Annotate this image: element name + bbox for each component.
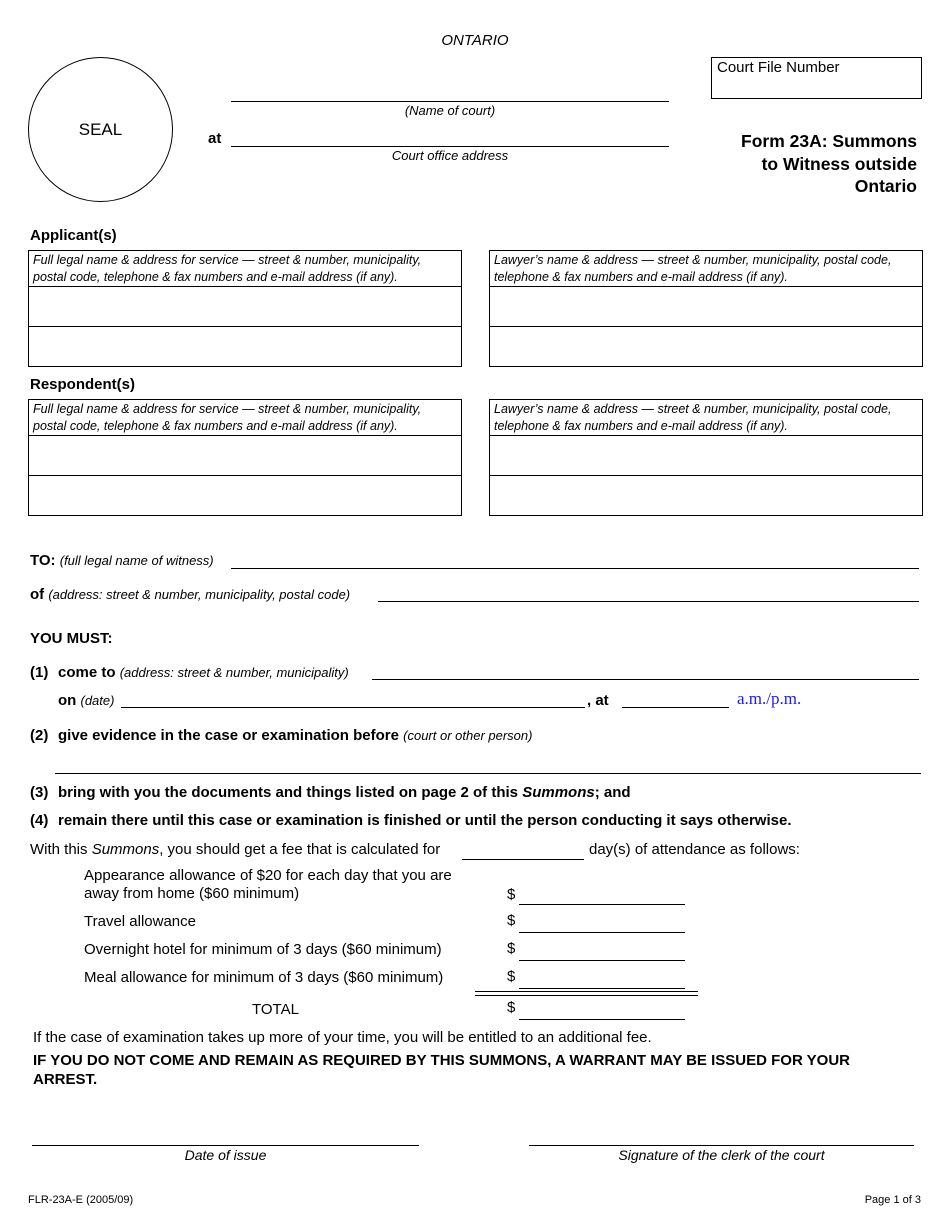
witness-name-field[interactable] [231,568,919,569]
total-rule-bottom [475,995,698,996]
applicant-party-line1[interactable] [29,286,461,326]
item3-text-a: bring with you the documents and things listed on page 2 of this [58,784,523,801]
seal-label: SEAL [78,119,123,139]
fee-intro-a: With this [30,841,92,858]
item1-number: (1) [30,664,49,681]
am-pm-selector[interactable]: a.m./p.m. [737,689,802,708]
respondent-party-line1[interactable] [29,435,461,475]
travel-allowance-label: Travel allowance [84,913,196,930]
item2-text: give evidence in the case or examination before [58,727,399,744]
respondent-lawyer-box [489,399,923,516]
respondent-party-box-header: Full legal name & address for service — street & number, municipality, postal code, telephone & fax numbers and e-mail address (if any). [33,402,422,433]
appearance-amount-field[interactable] [519,904,685,905]
item3-text-b: ; and [594,784,631,801]
fee-intro-b: , you should get a fee that is calculated for [159,841,441,858]
meal-amount-field[interactable] [519,988,685,989]
hotel-allowance-label: Overnight hotel for minimum of 3 days ($60 minimum) [84,941,442,958]
item2-hint: (court or other person) [403,728,533,743]
on-label: on [58,692,77,709]
court-office-caption: Court office address [391,148,509,163]
form-title-line3: Ontario [854,176,917,196]
province-label: ONTARIO [441,32,509,49]
court-file-number-label: Court File Number [717,59,840,76]
to-hint: (full legal name of witness) [59,553,214,568]
court-office-address-field[interactable] [231,146,669,147]
witness-address-field[interactable] [378,601,919,602]
evidence-before-field[interactable] [55,773,921,774]
item3-text [58,784,631,801]
form-title-line1: Form 23A: Summons [741,131,917,151]
at-label: at [208,130,222,147]
respondent-party-box [28,399,462,516]
fee-intro [30,841,440,858]
meal-dollar: $ [507,968,516,985]
of-label: of [30,586,45,603]
attend-date-field[interactable] [121,707,585,708]
total-amount-field[interactable] [519,1019,685,1020]
respondents-label: Respondent(s) [30,376,135,393]
item2-number: (2) [30,727,49,744]
item4-number: (4) [30,812,49,829]
form-code: FLR-23A-E (2005/09) [28,1194,134,1206]
appearance-dollar: $ [507,886,516,903]
court-name-field[interactable] [231,101,669,102]
item1-row [58,664,349,681]
fee-intro-em: Summons [91,841,160,858]
on-row [58,692,114,709]
at-time-label: , at [587,692,609,709]
additional-fee-note: If the case of examination takes up more of your time, you will be entitled to an additional fee. [33,1029,652,1046]
warrant-warning: IF YOU DO NOT COME AND REMAIN AS REQUIRED BY THIS SUMMONS, A WARRANT MAY BE ISSUED FOR YOUR ARREST. [33,1052,851,1088]
total-dollar: $ [507,999,516,1016]
meal-allowance-label: Meal allowance for minimum of 3 days ($60 minimum) [84,969,444,986]
applicant-lawyer-line1[interactable] [490,286,922,326]
appearance-line2: away from home ($60 minimum) [84,885,300,902]
appearance-line1: Appearance allowance of $20 for each day that you are [84,867,452,884]
applicant-lawyer-box-header: Lawyer’s name & address — street & number, municipality, postal code, telephone & fax numbers and e-mail address (if any). [494,253,892,284]
to-row [30,552,214,569]
applicant-lawyer-line2[interactable] [490,326,922,366]
to-label: TO: [30,552,56,569]
item3-number: (3) [30,784,49,801]
court-name-caption: (Name of court) [404,103,496,118]
applicant-party-box [28,250,462,367]
of-hint: (address: street & number, municipality, postal code) [48,587,351,602]
on-hint: (date) [80,693,115,708]
item1-text: come to [58,664,116,681]
appearance-allowance-label [84,867,452,903]
court-file-number-field[interactable] [711,57,922,99]
item4-text: remain there until this case or examination is finished or until the person conducting it says otherwise. [58,812,792,829]
respondent-lawyer-box-header: Lawyer’s name & address — street & number, municipality, postal code, telephone & fax numbers and e-mail address (if any). [494,402,892,433]
travel-dollar: $ [507,912,516,929]
court-seal [28,57,173,202]
attend-time-field[interactable] [622,707,729,708]
clerk-signature-field[interactable] [529,1145,914,1146]
hotel-dollar: $ [507,940,516,957]
respondent-lawyer-line2[interactable] [490,475,922,515]
respondent-lawyer-line1[interactable] [490,435,922,475]
applicant-party-box-header: Full legal name & address for service — street & number, municipality, postal code, telephone & fax numbers and e-mail address (if any). [33,253,422,284]
clerk-signature-caption: Signature of the clerk of the court [618,1147,825,1163]
applicant-lawyer-box [489,250,923,367]
date-of-issue-caption: Date of issue [184,1147,267,1163]
form-title-line2: to Witness outside [761,153,917,174]
fee-intro-c: day(s) of attendance as follows: [589,841,800,858]
respondent-party-line2[interactable] [29,475,461,515]
applicants-label: Applicant(s) [30,227,117,244]
item3-text-em: Summons [522,784,595,801]
date-of-issue-field[interactable] [32,1145,419,1146]
days-attendance-field[interactable] [462,859,584,860]
of-row [30,586,350,603]
travel-amount-field[interactable] [519,932,685,933]
hotel-amount-field[interactable] [519,960,685,961]
item1-hint: (address: street & number, municipality) [119,665,349,680]
page-number: Page 1 of 3 [864,1194,921,1206]
form-title [657,130,917,198]
total-rule-top [475,991,698,992]
applicant-party-line2[interactable] [29,326,461,366]
item2-row [58,727,532,744]
attend-address-field[interactable] [372,679,919,680]
you-must-heading: YOU MUST: [30,630,113,647]
total-label: TOTAL [252,1001,299,1018]
